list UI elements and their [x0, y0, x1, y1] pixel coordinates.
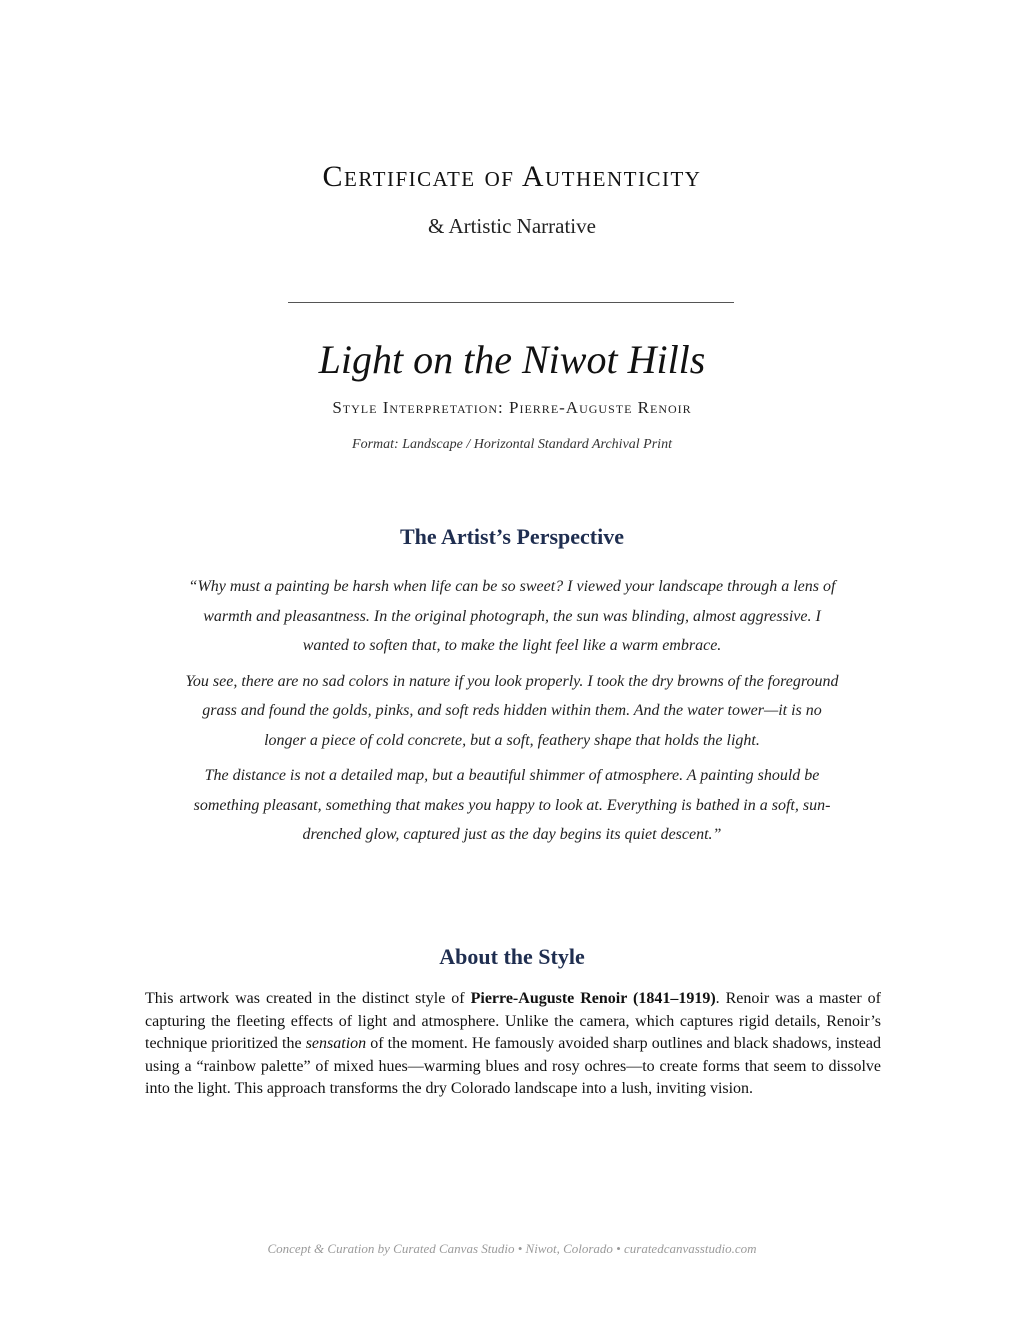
title-divider — [288, 302, 734, 303]
artist-quote — [180, 572, 844, 856]
about-style-paragraph — [145, 988, 881, 1101]
format-line: Format: Landscape / Horizontal Standard Archival Print — [352, 437, 672, 452]
quote-paragraph: “Why must a painting be harsh when life can be so sweet? I viewed your landscape through a lens of warmth and pleasantness. In the original photograph, the sun was blinding, almost aggressive. I wanted to soften that, to make the light feel like a warm embrace. — [188, 578, 836, 654]
about-text-part: This artwork was created in the distinct style of — [145, 990, 471, 1007]
about-text-part: of the moment. He famously avoided sharp outlines and black shadows, instead using a “rainbow palette” of mixed hues—warming blues and rosy ochres—to create forms that seem to dissolve into the light. This approach transforms the dry Colorado landscape into a lush, inviting vision. — [145, 1035, 881, 1097]
certificate-title: Certificate of Authenticity — [322, 160, 702, 193]
artist-name-bold: Pierre-Auguste Renoir (1841–1919) — [470, 990, 716, 1007]
style-interpretation: Style Interpretation: Pierre-Auguste Renoir — [332, 398, 692, 417]
sensation-italic: sensation — [305, 1035, 367, 1052]
certificate-subtitle: & Artistic Narrative — [428, 214, 596, 238]
quote-paragraph: You see, there are no sad colors in nature if you look properly. I took the dry browns of the foreground grass and found the golds, pinks, and soft reds hidden within them. And the water tower—it is no longer a piece of cold concrete, but a soft, feathery shape that holds the light. — [185, 672, 839, 749]
about-heading: About the Style — [439, 944, 585, 969]
about-text-part: . Renoir was a master of capturing the fleeting effects of light and atmosphere. Unlike the camera, which captures rigid details, Renoir’s technique prioritized the — [145, 990, 881, 1052]
artwork-title: Light on the Niwot Hills — [318, 337, 706, 382]
footer-credit: Concept & Curation by Curated Canvas Studio • Niwot, Colorado • curatedcanvasstudio.com — [267, 1241, 757, 1256]
perspective-heading: The Artist’s Perspective — [399, 524, 624, 549]
quote-paragraph: The distance is not a detailed map, but a beautiful shimmer of atmosphere. A painting should be something pleasant, something that makes you happy to look at. Everything is bathed in a soft, sun-drenched glow, captured just as the day begins its quiet descent.” — [193, 767, 831, 843]
